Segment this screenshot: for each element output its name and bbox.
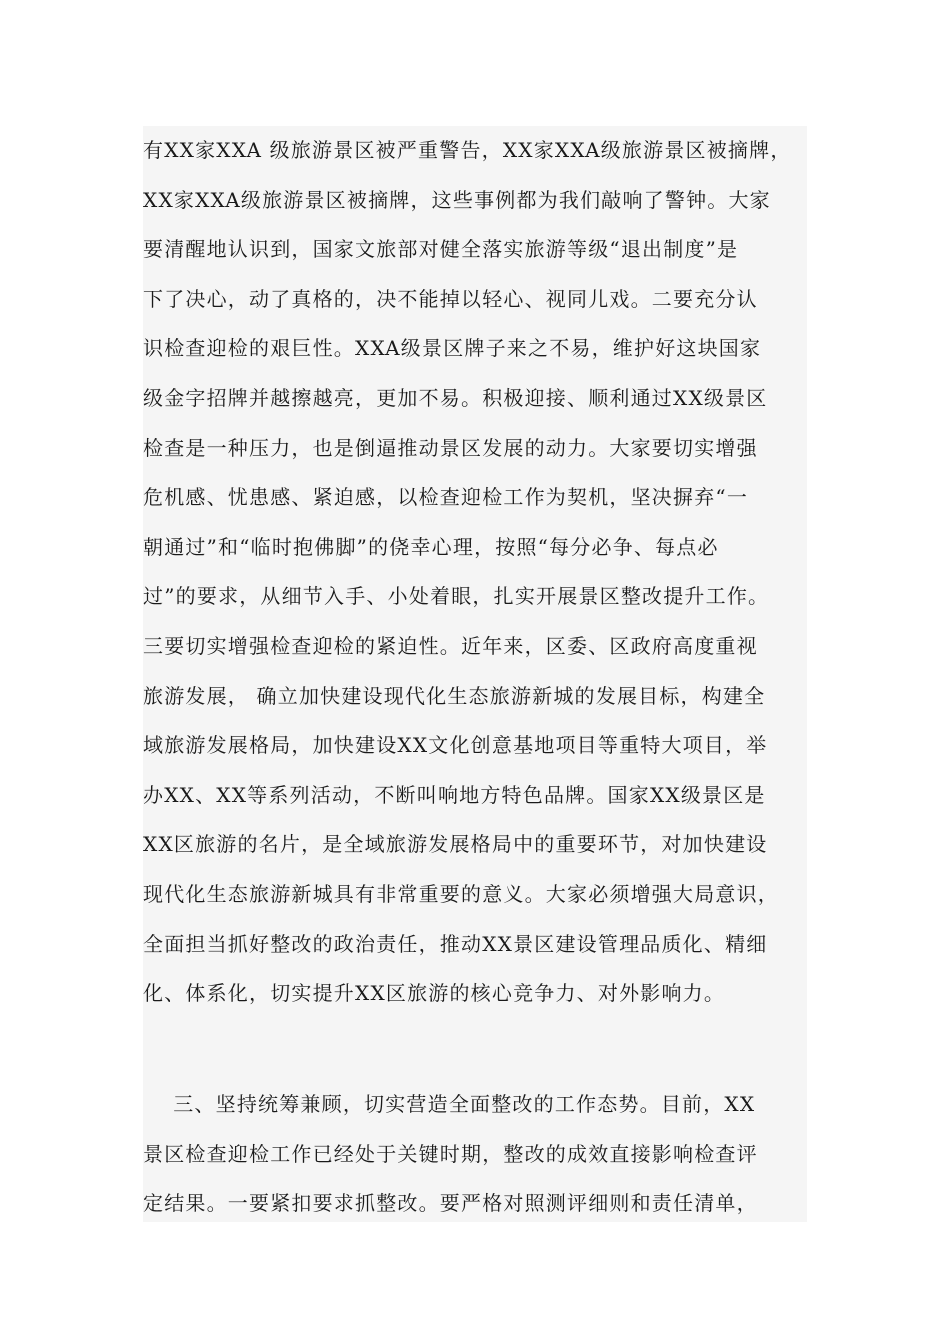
- body-paragraph-2: [143, 1080, 843, 1229]
- body-paragraph-1: [143, 126, 843, 1019]
- text-line: 危机感、忧患感、紧迫感，以检查迎检工作为契机，坚决摒弃“一: [143, 485, 749, 510]
- text-line: 现代化生态旅游新城具有非常重要的意义。大家必须增强大局意识，: [143, 881, 779, 906]
- text-line: 下了决心，动了真格的，决不能掉以轻心、视同儿戏。二要充分认: [143, 286, 758, 311]
- text-line: 景区检查迎检工作已经处于关键时期，整改的成效直接影响检查评: [143, 1141, 758, 1166]
- text-line: 三、坚持统筹兼顾，切实营造全面整改的工作态势。目前，XX: [143, 1092, 756, 1116]
- text-line: 识检查迎检的艰巨性。XXA级景区牌子来之不易，维护好这块国家: [143, 336, 762, 361]
- text-line: 检查是一种压力，也是倒逼推动景区发展的动力。大家要切实增强: [143, 435, 758, 460]
- text-line: XX家XXA级旅游景区被摘牌，这些事例都为我们敲响了警钟。大家: [143, 187, 771, 212]
- text-line: 旅游发展， 确立加快建设现代化生态旅游新城的发展目标，构建全: [143, 683, 766, 708]
- text-line: 级金字招牌并越擦越亮，更加不易。积极迎接、顺利通过XX级景区: [143, 385, 768, 410]
- text-line: 办XX、XX等系列活动，不断叫响地方特色品牌。国家XX级景区是: [143, 782, 766, 807]
- text-line: 定结果。一要紧扣要求抓整改。要严格对照测评细则和责任清单，: [143, 1191, 758, 1216]
- text-line: 有XX家XXA 级旅游景区被严重警告，XX家XXA级旅游景区被摘牌，: [143, 138, 792, 162]
- text-line: 全面担当抓好整改的政治责任，推动XX景区建设管理品质化、精细: [143, 931, 768, 956]
- text-line: XX区旅游的名片，是全域旅游发展格局中的重要环节，对加快建设: [143, 832, 768, 857]
- text-line: 过”的要求，从细节入手、小处着眼，扎实开展景区整改提升工作。: [143, 584, 770, 609]
- text-line: 化、体系化，切实提升XX区旅游的核心竞争力、对外影响力。: [143, 981, 726, 1006]
- text-line: 朝通过”和“临时抱佛脚”的侥幸心理，按照“每分必争、每点必: [143, 534, 719, 559]
- text-line: 三要切实增强检查迎检的紧迫性。近年来，区委、区政府高度重视: [143, 633, 758, 658]
- text-line: 要清醒地认识到，国家文旅部对健全落实旅游等级“退出制度”是: [143, 237, 739, 262]
- text-line: 域旅游发展格局，加快建设XX文化创意基地项目等重特大项目，举: [143, 733, 768, 758]
